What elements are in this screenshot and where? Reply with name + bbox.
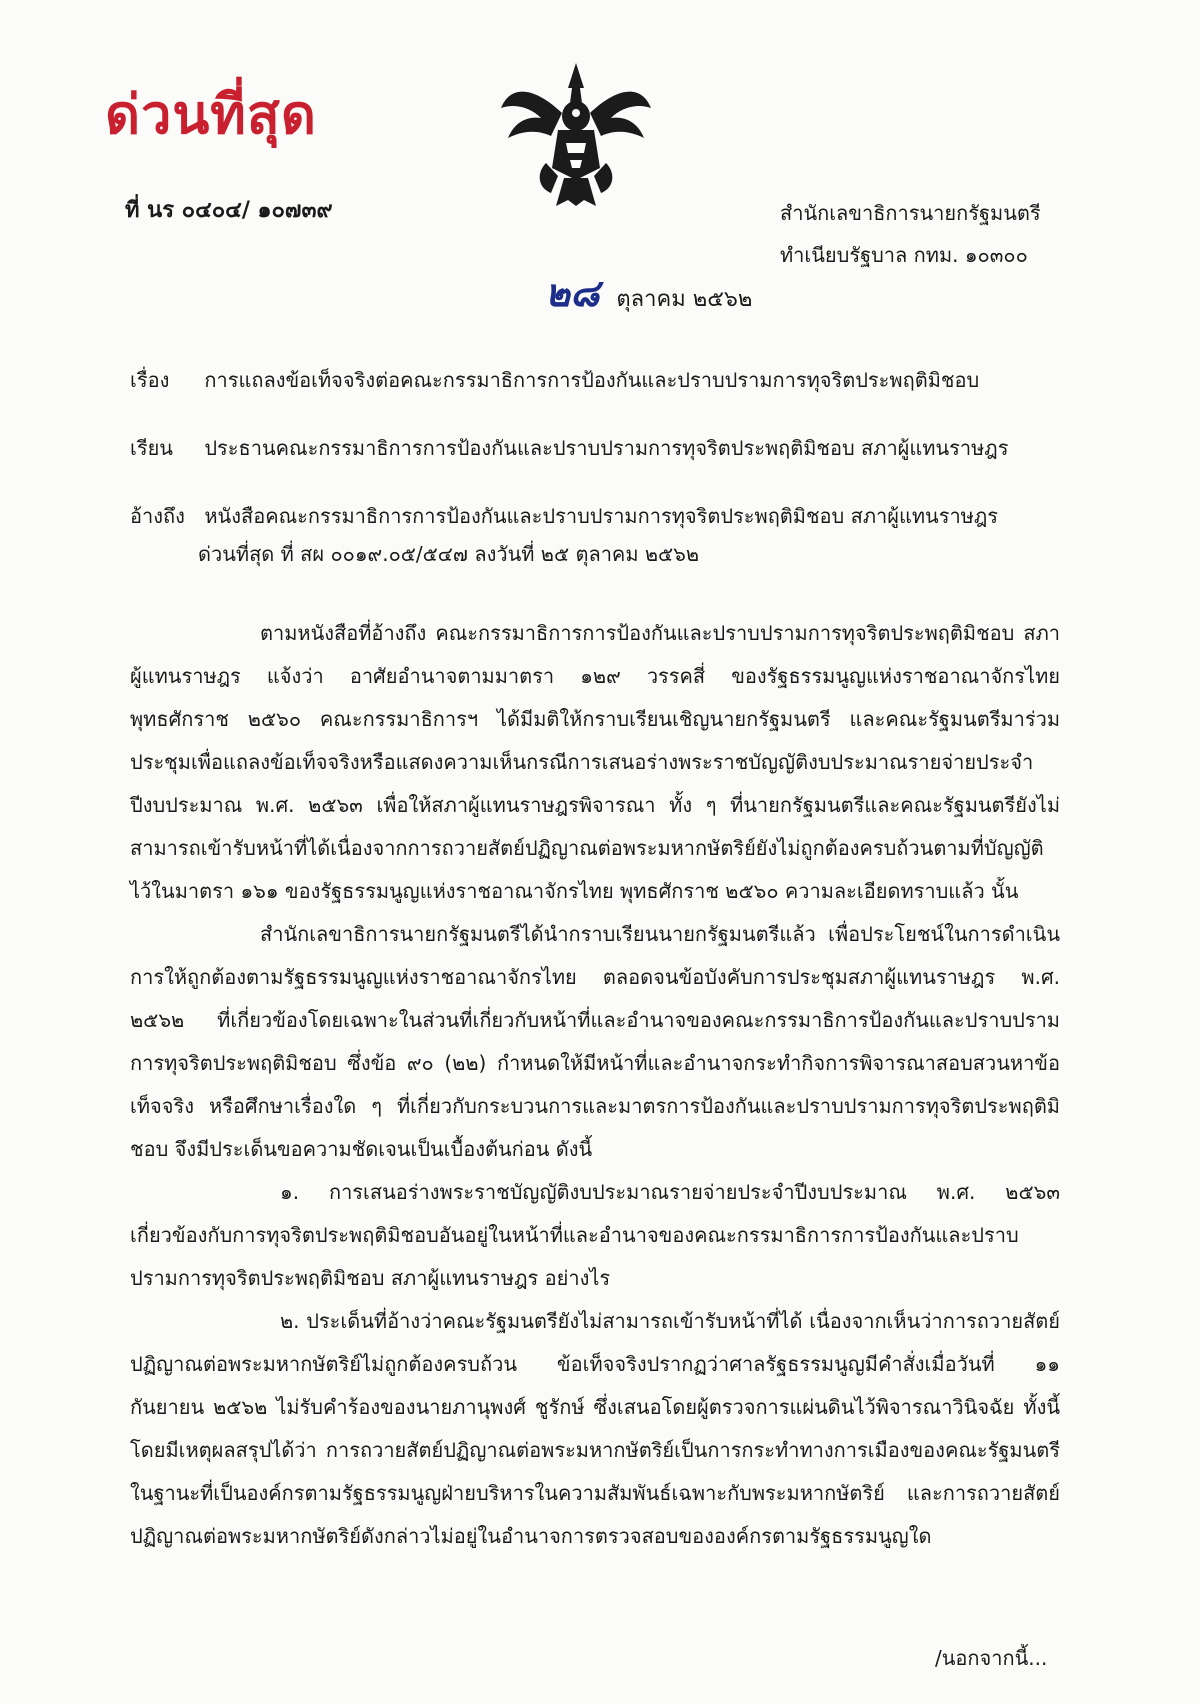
reference-number: ที่ นร ๐๔๐๔/ ๑๐๗๓๙ [125, 198, 333, 223]
reference-line [130, 500, 998, 532]
body-paragraph: สำนักเลขาธิการนายกรัฐมนตรีได้นำกราบเรียนนายกรัฐมนตรีแล้ว เพื่อประโยชน์ในการดำเนินการให้ถูกต้องตามรัฐธรรมนูญแห่งราชอาณาจักรไทย ตลอดจนข้อบังคับการประชุมสภาผู้แทนราษฎร พ.ศ. ๒๕๖๒ ที่เกี่ยวข้องโดยเฉพาะในส่วนที่เกี่ยวกับหน้าที่และอำนาจของคณะกรรมาธิการป้องกันและปราบปรามการทุจริตประพฤติมิชอบ ซึ่งข้อ ๙๐ (๒๒) กำหนดให้มีหน้าที่และอำนาจกระทำกิจการพิจารณาสอบสวนหาข้อเท็จจริง หรือศึกษาเรื่องใด ๆ ที่เกี่ยวกับกระบวนการและมาตรการป้องกันและปราบปรามการทุจริตประพฤติมิชอบ จึงมีประเด็นขอความชัดเจนเป็นเบื้องต้นก่อน ดังนี้ [130, 922, 1060, 1161]
office-name: สำนักเลขาธิการนายกรัฐมนตรี [780, 201, 1041, 225]
reference-text-2: ด่วนที่สุด ที่ สผ ๐๐๑๙.๐๕/๕๔๗ ลงวันที่ ๒๕ ตุลาคม ๒๕๖๒ [198, 542, 700, 566]
reference-text-1: หนังสือคณะกรรมาธิการการป้องกันและปราบปรามการทุจริตประพฤติมิชอบ สภาผู้แทนราษฎร [204, 504, 999, 528]
body-paragraph: ๑. การเสนอร่างพระราชบัญญัติงบประมาณรายจ่ายประจำปีงบประมาณ พ.ศ. ๒๕๖๓ เกี่ยวข้องกับการทุจริตประพฤติมิชอบอันอยู่ในหน้าที่และอำนาจของคณะกรรมาธิการการป้องกันและปราบปรามการทุจริตประพฤติมิชอบ สภาผู้แทนราษฎร อย่างไร [130, 1180, 1060, 1290]
office-address: ทำเนียบรัฐบาล กทม. ๑๐๓๐๐ [780, 243, 1028, 267]
subject-line [130, 364, 979, 396]
subject-label: เรื่อง [130, 368, 170, 392]
reference-label: อ้างถึง [130, 504, 185, 528]
body-paragraph: ๒. ประเด็นที่อ้างว่าคณะรัฐมนตรียังไม่สามารถเข้ารับหน้าที่ได้ เนื่องจากเห็นว่าการถวายสัตย์ปฏิญาณต่อพระมหากษัตริย์ไม่ถูกต้องครบถ้วน ข้อเท็จจริงปรากฏว่าศาลรัฐธรรมนูญมีคำสั่งเมื่อวันที่ ๑๑ กันยายน ๒๕๖๒ ไม่รับคำร้องของนายภานุพงศ์ ชูรักษ์ ซึ่งเสนอโดยผู้ตรวจการแผ่นดินไว้พิจารณาวินิจฉัย ทั้งนี้ โดยมีเหตุผลสรุปได้ว่า การถวายสัตย์ปฏิญาณต่อพระมหากษัตริย์เป็นการกระทำทางการเมืองของคณะรัฐมนตรีในฐานะที่เป็นองค์กรตามรัฐธรรมนูญฝ่ายบริหารในความสัมพันธ์เฉพาะกับพระมหากษัตริย์ และการถวายสัตย์ปฏิญาณต่อพระมหากษัตริย์ดังกล่าวไม่อยู่ในอำนาจการตรวจสอบขององค์กรตามรัฐธรรมนูญใด [130, 1309, 1060, 1548]
letter-body [130, 612, 1060, 1558]
date-day: ๒๘ [545, 271, 600, 315]
garuda-emblem-icon [496, 58, 656, 208]
letter-date [545, 262, 752, 323]
urgency-stamp: ด่วนที่สุด [105, 83, 317, 146]
subject-text: การแถลงข้อเท็จจริงต่อคณะกรรมาธิการการป้องกันและปราบปรามการทุจริตประพฤติมิชอบ [204, 368, 980, 392]
recipient-label: เรียน [130, 436, 173, 460]
recipient-text: ประธานคณะกรรมาธิการการป้องกันและปราบปรามการทุจริตประพฤติมิชอบ สภาผู้แทนราษฎร [204, 436, 1009, 460]
date-month-year: ตุลาคม ๒๕๖๒ [616, 287, 753, 312]
recipient-line [130, 432, 1008, 464]
body-paragraph: ตามหนังสือที่อ้างถึง คณะกรรมาธิการการป้องกันและปราบปรามการทุจริตประพฤติมิชอบ สภาผู้แทนราษฎร แจ้งว่า อาศัยอำนาจตามมาตรา ๑๒๙ วรรคสี่ ของรัฐธรรมนูญแห่งราชอาณาจักรไทย พุทธศักราช ๒๕๖๐ คณะกรรมาธิการฯ ได้มีมติให้กราบเรียนเชิญนายกรัฐมนตรี และคณะรัฐมนตรีมาร่วมประชุมเพื่อแถลงข้อเท็จจริงหรือแสดงความเห็นกรณีการเสนอร่างพระราชบัญญัติงบประมาณรายจ่ายประจำปีงบประมาณ พ.ศ. ๒๕๖๓ เพื่อให้สภาผู้แทนราษฎรพิจารณา ทั้ง ๆ ที่นายกรัฐมนตรีและคณะรัฐมนตรียังไม่สามารถเข้ารับหน้าที่ได้เนื่องจากการถวายสัตย์ปฏิญาณต่อพระมหากษัตริย์ยังไม่ถูกต้องครบถ้วนตามที่บัญญัติไว้ในมาตรา ๑๖๑ ของรัฐธรรมนูญแห่งราชอาณาจักรไทย พุทธศักราช ๒๕๖๐ ความละเอียดทราบแล้ว นั้น [130, 621, 1060, 903]
sender-office [780, 192, 1041, 276]
continuation-note: /นอกจากนี้... [935, 1646, 1048, 1670]
